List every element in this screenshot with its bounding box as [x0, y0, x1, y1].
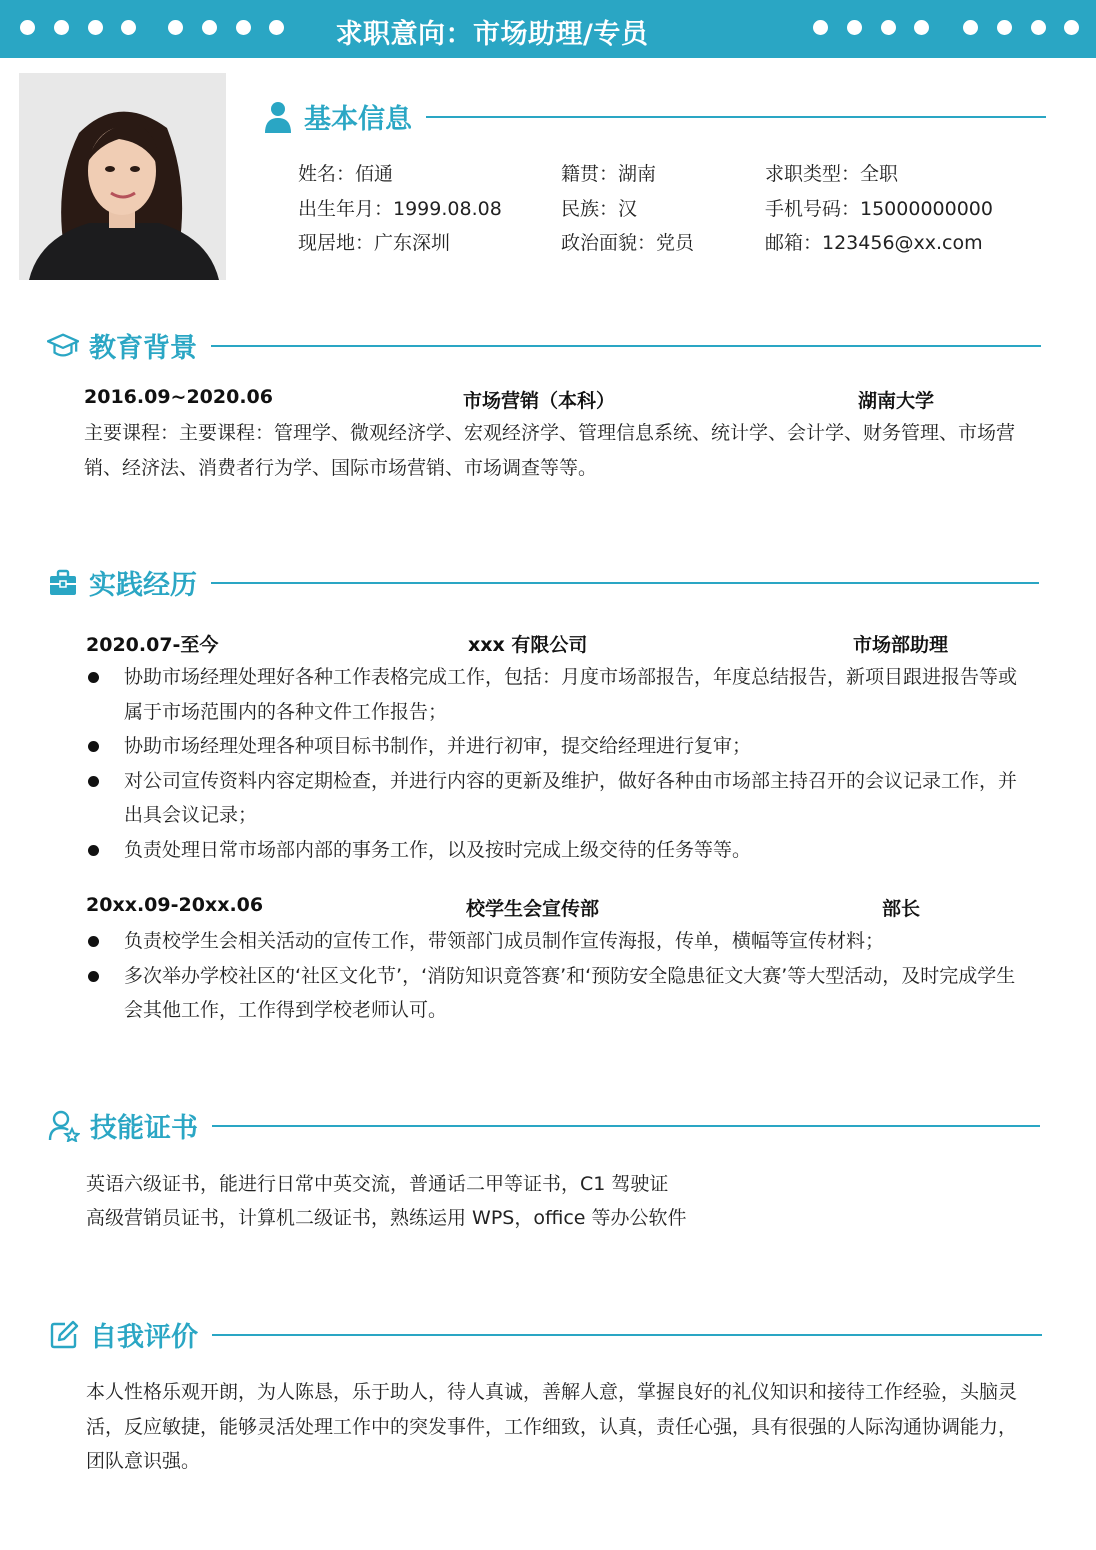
section-header-basic — [262, 97, 1046, 136]
education-date: 2016.09~2020.06 — [84, 386, 273, 408]
section-title: 基本信息 — [304, 104, 412, 135]
section-divider — [212, 1334, 1042, 1336]
info-row — [298, 159, 1058, 194]
briefcase-icon — [47, 567, 79, 599]
practice-date: 2020.07-至今 — [86, 634, 219, 656]
skills-line: 高级营销员证书，计算机二级证书，熟练运用 WPS，office 等办公软件 — [86, 1207, 687, 1229]
info-hometown: 籍贯：湖南 — [561, 163, 657, 185]
section-title: 自我评价 — [90, 1322, 198, 1353]
list-item: 负责校学生会相关活动的宣传工作，带领部门成员制作宣传海报，传单，横幅等宣传材料； — [86, 924, 1026, 959]
practice-org: xxx 有限公司 — [468, 634, 588, 656]
info-row — [298, 228, 1058, 263]
list-item: 协助市场经理处理各种项目标书制作，并进行初审，提交给经理进行复审； — [86, 729, 1026, 764]
section-divider — [212, 1125, 1040, 1127]
decorative-dots — [813, 20, 948, 35]
practice-bullet-list — [86, 660, 1026, 867]
page-title: 求职意向：市场助理/专员 — [335, 19, 649, 50]
section-header-evaluation — [48, 1315, 1042, 1354]
info-phone: 手机号码：15000000000 — [765, 197, 993, 220]
practice-date: 20xx.09-20xx.06 — [86, 894, 264, 916]
list-item: 对公司宣传资料内容定期检查，并进行内容的更新及维护，做好各种由市场部主持召开的会议记录工作，并出具会议记录； — [86, 764, 1026, 833]
practice-org: 校学生会宣传部 — [466, 898, 600, 920]
section-header-practice — [47, 563, 1039, 602]
section-title: 教育背景 — [89, 333, 197, 364]
decorative-dots — [963, 20, 1096, 35]
practice-role: 市场部助理 — [853, 634, 949, 656]
edit-icon — [48, 1319, 80, 1351]
info-ethnicity: 民族：汉 — [561, 197, 638, 220]
section-divider — [211, 582, 1039, 584]
education-courses: 主要课程：主要课程：管理学、微观经济学、宏观经济学、管理信息系统、统计学、会计学、财务管理、市场营销、经济法、消费者行为学、国际市场营销、市场调查等等。 — [84, 422, 1016, 479]
info-name: 姓名：佰通 — [298, 163, 394, 185]
info-job-type: 求职类型：全职 — [765, 163, 899, 185]
header-banner — [0, 0, 1096, 58]
section-title: 实践经历 — [89, 570, 197, 601]
practice-bullet-list — [86, 924, 1026, 1028]
list-item: 多次举办学校社区的‘社区文化节’，‘消防知识竟答赛’和‘预防安全隐患征文大赛’等大型活动，及时完成学生会其他工作，工作得到学校老师认可。 — [86, 959, 1026, 1028]
education-school: 湖南大学 — [858, 390, 935, 412]
section-divider — [211, 345, 1041, 347]
user-star-icon — [48, 1110, 80, 1142]
skills-line: 英语六级证书，能进行日常中英交流，普通话二甲等证书，C1 驾驶证 — [86, 1173, 669, 1195]
profile-photo — [19, 73, 226, 280]
list-item: 负责处理日常市场部内部的事务工作，以及按时完成上级交待的任务等等。 — [86, 833, 1026, 868]
education-major: 市场营销（本科） — [463, 390, 616, 412]
basic-info-grid — [298, 159, 1058, 263]
section-title: 技能证书 — [90, 1113, 198, 1144]
info-row — [298, 194, 1058, 229]
info-birth: 出生年月：1999.08.08 — [298, 197, 502, 220]
user-icon — [262, 101, 294, 133]
info-email: 邮箱：123456@xx.com — [765, 232, 983, 254]
practice-role: 部长 — [882, 898, 921, 920]
evaluation-text: 本人性格乐观开朗，为人陈恳，乐于助人，待人真诚，善解人意，掌握良好的礼仪知识和接待工作经验，头脑灵活，反应敏捷，能够灵活处理工作中的突发事件，工作细致，认真，责任心强，具有很强的人际沟通协调能力，团队意识强。 — [86, 1381, 1018, 1472]
graduation-cap-icon — [47, 330, 79, 362]
section-divider — [426, 116, 1046, 118]
section-header-skills — [48, 1106, 1040, 1145]
list-item: 协助市场经理处理好各种工作表格完成工作，包括：月度市场部报告，年度总结报告，新项目跟进报告等或属于市场范围内的各种文件工作报告； — [86, 660, 1026, 729]
info-political: 政治面貌：党员 — [561, 232, 695, 254]
section-header-education — [47, 326, 1041, 365]
info-residence: 现居地：广东深圳 — [298, 232, 451, 254]
